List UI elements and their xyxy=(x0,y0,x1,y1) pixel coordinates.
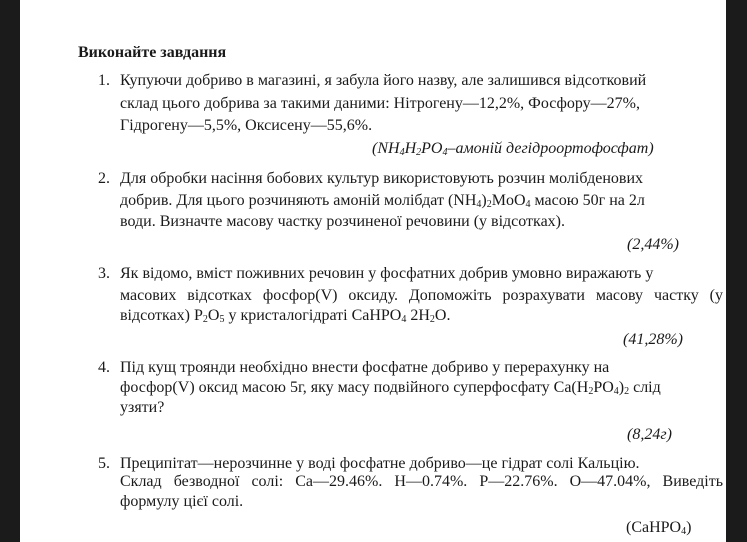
task-answer: ($NH_4H_2PO_4$–амоній дегідроортофосфат) xyxy=(372,140,654,158)
task-line: склад цього добрива за такими даними: Нітрогену—12,2%, Фосфору—27%, xyxy=(120,95,640,112)
task-line: Як відомо, вміст поживних речовин у фосфатних добрив умовно виражають у xyxy=(120,265,654,282)
formula: $(NH_4)_2MoO_4$ масою 50г на 2л xyxy=(447,192,645,210)
task-line: Під кущ троянди необхідно внести фосфатне добриво у перерахунку на xyxy=(120,359,610,376)
task-answer: (41,28%) xyxy=(623,331,683,348)
task-line: масових відсотках фосфор(V) оксиду. Допоможіть розрахувати масову частку (у xyxy=(120,287,723,304)
task-line: фосфор(V) оксид масою 5г, яку масу подвійного суперфосфату $Ca(H_2PO_4)_2$ слід xyxy=(120,379,661,397)
task-line: відсотках) $P_2O_5$ у кристалогідраті CaHPO$_4$ $2H_2O$. xyxy=(120,307,451,325)
task-line: Преципітат—нерозчинне у воді фосфатне добриво—це гідрат солі Кальцію. xyxy=(120,455,640,472)
task-answer: (8,24г) xyxy=(627,426,672,443)
task-line: Купуючи добриво в магазині, я забула його назву, але залишився відсотковий xyxy=(120,72,647,89)
task-answer: (CaHPO$_4$) xyxy=(626,519,692,537)
task-line: добрив. Для цього розчиняють амоній молібдат $(NH_4)_2MoO_4$ масою 50г на 2л xyxy=(120,192,645,210)
task-line: Склад безводної солі: Ca—29.46%. H—0.74%. P—22.76%. O—47.04%, Виведіть xyxy=(120,473,723,490)
document-page xyxy=(20,0,726,542)
task-answer: (2,44%) xyxy=(627,236,679,253)
task-number: 5. xyxy=(98,455,110,472)
task-line: узяти? xyxy=(120,399,165,416)
formula: $Ca(H_2PO_4)_2$ слід xyxy=(553,379,661,397)
task-number: 3. xyxy=(98,265,110,282)
task-line: формулу цієї солі. xyxy=(120,493,244,510)
task-line: Гідрогену—5,5%, Оксисену—55,6%. xyxy=(120,117,373,134)
task-line: води. Визначте масову частку розчиненої речовини (у відсотках). xyxy=(120,213,566,230)
heading: Виконайте завдання xyxy=(78,44,227,61)
task-number: 2. xyxy=(98,170,110,187)
task-number: 4. xyxy=(98,359,110,376)
task-number: 1. xyxy=(98,72,110,89)
task-line: Для обробки насіння бобових культур використовують розчин молібденових xyxy=(120,170,644,187)
formula: $P_2O_5$ у кристалогідраті CaHPO$_4$ $2H_2O$. xyxy=(193,307,451,325)
